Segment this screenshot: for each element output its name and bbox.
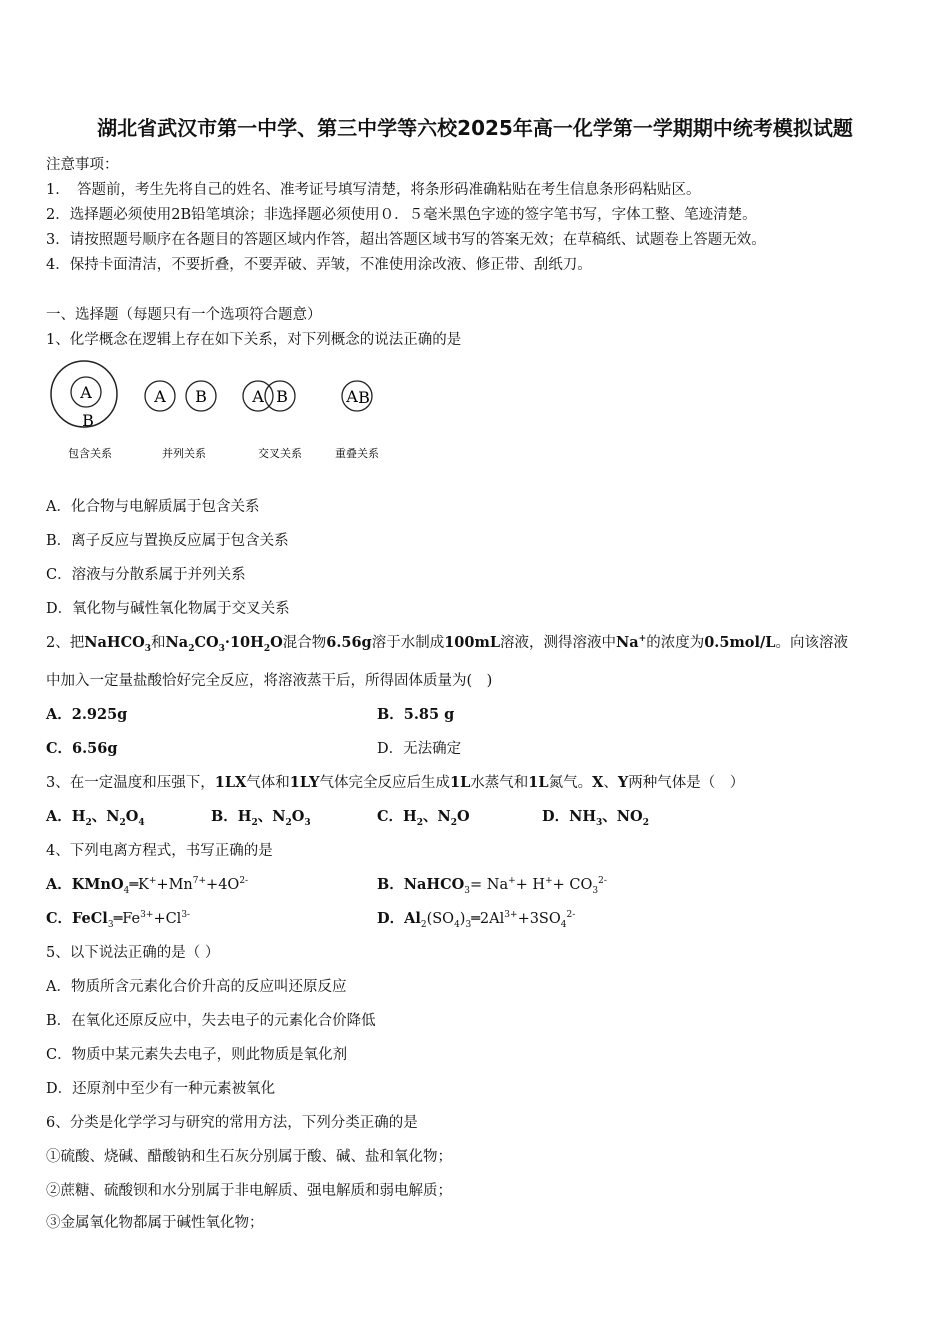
option-a: A．化合物与电解质属于包含关系 [46, 499, 260, 515]
option-c: C．$H_2$、$N_2O$ [377, 808, 470, 828]
question-stem: 4、下列电离方程式，书写正确的是 [46, 843, 273, 859]
option-a: A．物质所含元素化合价升高的反应叫还原反应 [46, 979, 347, 995]
label-b: B [358, 388, 370, 407]
notice-item: 1． 答题前，考生先将自己的姓名、准考证号填写清楚，将条形码准确粘贴在考生信息条形码粘贴区。 [46, 182, 701, 198]
list-item: ③金属氧化物都属于碱性氧化物； [46, 1215, 264, 1231]
label-a: A [252, 387, 264, 406]
option-b: B．NaHCO$_3$= $Na^++ H^++ CO_3^{2-}$ [377, 876, 607, 896]
option-b: B．5.85 g [377, 706, 455, 723]
caption-inclusion: 包含关系 [68, 447, 112, 460]
option-c: C．6.56g [46, 740, 118, 757]
option-b: B．离子反应与置换反应属于包含关系 [46, 533, 289, 549]
option-b: B．在氧化还原反应中，失去电子的元素化合价降低 [46, 1013, 376, 1029]
section-heading: 一、选择题（每题只有一个选项符合题意） [46, 307, 322, 323]
option-d: D．无法确定 [377, 741, 462, 757]
question-stem-cont: 中加入一定量盐酸恰好完全反应，将溶液蒸干后，所得固体质量为( ) [46, 673, 493, 689]
inclusion-diagram [51, 361, 117, 430]
list-item: ②蔗糖、硫酸钡和水分别属于非电解质、强电解质和弱电解质； [46, 1183, 452, 1199]
question-stem: 2、把NaHCO$_3$和$Na_2CO_3\cdot 10H_2O$混合物6.56g溶于水制成100mL溶液，测得溶液中Na+的浓度为0.5mol/L。向该溶液 [46, 634, 848, 654]
question-stem: 6、分类是化学学习与研究的常用方法，下列分类正确的是 [46, 1115, 418, 1131]
option-b: B．$H_2$、$N_2O_3$ [211, 808, 311, 828]
page-title: 湖北省武汉市第一中学、第三中学等六校2025年高一化学第一学期期中统考模拟试题 [97, 116, 853, 140]
label-b: B [82, 411, 94, 430]
notice-item: 2．选择题必须使用2B铅笔填涂；非选择题必须使用０．５毫米黑色字迹的签字笔书写，字体工整、笔迹清楚。 [46, 207, 757, 223]
option-d: D．$Al_2(SO_4)_3═2Al^{3+}+3SO_4^{2-}$ [377, 910, 576, 930]
label-a: A [346, 387, 358, 406]
intersection-diagram [243, 381, 295, 411]
option-c: C．物质中某元素失去电子，则此物质是氧化剂 [46, 1047, 348, 1063]
option-a: A．$H_2$、$N_2O_4$ [46, 808, 145, 828]
option-a: A．$KMnO_4═K^++Mn^{7+}+4O^{2-}$ [46, 876, 249, 896]
notice-item: 4．保持卡面清洁，不要折叠，不要弄破、弄皱，不准使用涂改液、修正带、刮纸刀。 [46, 257, 592, 273]
label-b: B [195, 387, 207, 406]
list-item: ①硫酸、烧碱、醋酸钠和生石灰分别属于酸、碱、盐和氧化物； [46, 1149, 452, 1165]
caption-intersection: 交叉关系 [258, 447, 302, 460]
label-a: A [154, 387, 166, 406]
caption-parallel: 并列关系 [162, 447, 206, 460]
question-stem: 5、以下说法正确的是（ ） [46, 945, 220, 961]
question-stem: 1、化学概念在逻辑上存在如下关系，对下列概念的说法正确的是 [46, 332, 462, 348]
parallel-diagram [145, 381, 216, 411]
option-c: C．溶液与分散系属于并列关系 [46, 567, 246, 583]
notice-heading: 注意事项： [46, 157, 119, 173]
overlap-diagram [342, 381, 372, 411]
notice-item: 3．请按照题号顺序在各题目的答题区域内作答，超出答题区域书写的答案无效；在草稿纸、试题卷上答题无效。 [46, 232, 766, 248]
option-c: C．$FeCl_3═Fe^{3+}+Cl^{3-}$ [46, 910, 191, 930]
option-d: D．还原剂中至少有一种元素被氧化 [46, 1081, 276, 1097]
concept-relationship-diagram [46, 356, 396, 466]
label-b: B [276, 387, 288, 406]
question-stem: 3、在一定温度和压强下，1LX气体和1LY气体完全反应后生成1L水蒸气和1L氮气。X、Y两种气体是（ ） [46, 774, 745, 791]
label-a: A [80, 383, 92, 402]
option-a: A．2.925g [46, 706, 128, 723]
caption-overlap: 重叠关系 [335, 447, 379, 460]
option-d: D．$NH_3$、$NO_2$ [542, 808, 649, 828]
option-d: D．氧化物与碱性氧化物属于交叉关系 [46, 601, 290, 617]
